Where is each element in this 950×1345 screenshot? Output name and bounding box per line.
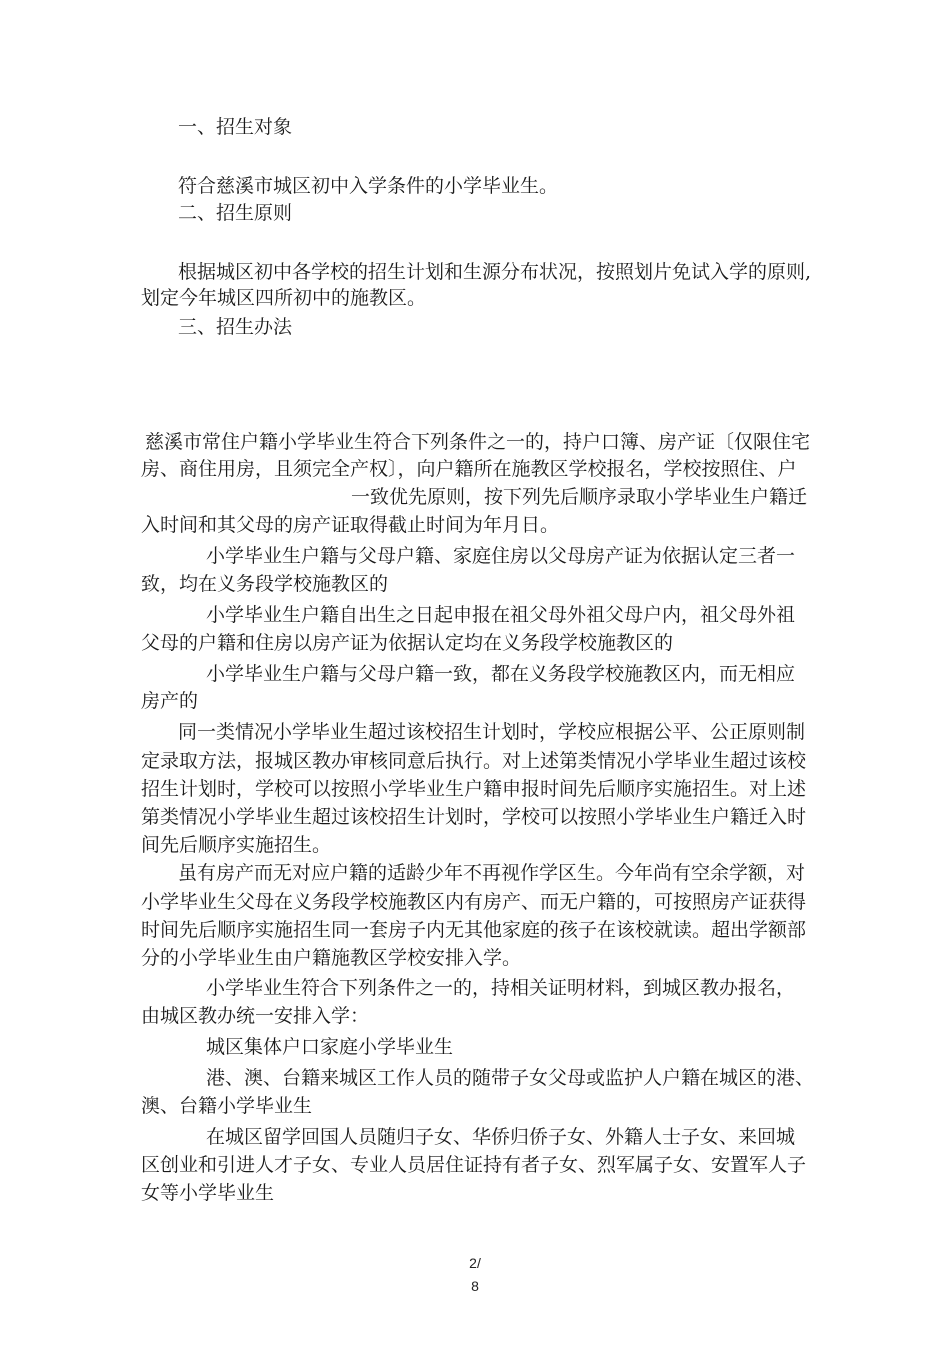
paragraph-line: 区创业和引进人才子女、专业人员居住证持有者子女、烈军属子女、安置军人子 — [141, 1154, 807, 1176]
paragraph-line: 小学毕业生户籍与父母户籍一致，都在义务段学校施教区内，而无相应 — [206, 663, 796, 685]
paragraph-line: 在城区留学回国人员随归子女、华侨归侨子女、外籍人士子女、来回城 — [206, 1126, 796, 1148]
paragraph-line: 根据城区初中各学校的招生计划和生源分布状况，按照划片免试入学的原则, — [178, 261, 812, 283]
paragraph-line: 女等小学毕业生 — [141, 1182, 275, 1204]
paragraph-line: 城区集体户口家庭小学毕业生 — [206, 1036, 454, 1058]
paragraph-line: 由城区教办统一安排入学： — [141, 1005, 370, 1027]
paragraph-line: 港、澳、台籍来城区工作人员的随带子女父母或监护人户籍在城区的港、 — [206, 1067, 815, 1089]
paragraph-line: 一致优先原则，按下列先后顺序录取小学毕业生户籍迁 — [351, 486, 808, 508]
paragraph-line: 房、商住用房，且须完全产权〕，向户籍所在施教区学校报名，学校按照住、户 — [141, 458, 797, 480]
paragraph-line: 房产的 — [141, 690, 199, 712]
paragraph-line: 慈溪市常住户籍小学毕业生符合下列条件之一的，持户口簿、房产证〔仅限住宅 — [145, 431, 811, 453]
paragraph-line: 致，均在义务段学校施教区的 — [141, 573, 389, 595]
paragraph-line: 符合慈溪市城区初中入学条件的小学毕业生。 — [178, 175, 559, 197]
paragraph-line: 间先后顺序实施招生。 — [141, 834, 332, 856]
heading-enrollment-principle: 二、招生原则 — [178, 202, 293, 224]
paragraph-line: 小学毕业生符合下列条件之一的，持相关证明材料，到城区教办报名， — [206, 977, 796, 999]
paragraph-line: 澳、台籍小学毕业生 — [141, 1095, 313, 1117]
paragraph-line: 同一类情况小学毕业生超过该校招生计划时，学校应根据公平、公正原则制 — [178, 721, 806, 743]
paragraph-line: 第类情况小学毕业生超过该校招生计划时，学校可以按照小学毕业生户籍迁入时 — [141, 806, 807, 828]
paragraph-line: 时间先后顺序实施招生同一套房子内无其他家庭的孩子在该校就读。超出学额部 — [141, 919, 807, 941]
heading-enrollment-target: 一、招生对象 — [178, 116, 293, 138]
paragraph-line: 招生计划时，学校可以按照小学毕业生户籍申报时间先后顺序实施招生。对上述 — [141, 778, 807, 800]
paragraph-line: 划定今年城区四所初中的施教区。 — [141, 287, 427, 309]
page-number-current: 2/ — [469, 1255, 481, 1271]
paragraph-line: 虽有房产而无对应户籍的适龄少年不再视作学区生。今年尚有空余学额，对 — [178, 862, 806, 884]
paragraph-line: 定录取方法，报城区教办审核同意后执行。对上述第类情况小学毕业生超过该校 — [141, 750, 807, 772]
heading-enrollment-method: 三、招生办法 — [178, 316, 293, 338]
paragraph-line: 入时间和其父母的房产证取得截止时间为年月日。 — [141, 514, 560, 536]
paragraph-line: 父母的户籍和住房以房产证为依据认定均在义务段学校施教区的 — [141, 632, 674, 654]
paragraph-line: 小学毕业生父母在义务段学校施教区内有房产、而无户籍的，可按照房产证获得 — [141, 891, 807, 913]
paragraph-line: 分的小学毕业生由户籍施教区学校安排入学。 — [141, 947, 522, 969]
page-number-total: 8 — [471, 1278, 479, 1294]
paragraph-line: 小学毕业生户籍与父母户籍、家庭住房以父母房产证为依据认定三者一 — [206, 545, 796, 567]
paragraph-line: 小学毕业生户籍自出生之日起申报在祖父母外祖父母户内，祖父母外祖 — [206, 604, 796, 626]
